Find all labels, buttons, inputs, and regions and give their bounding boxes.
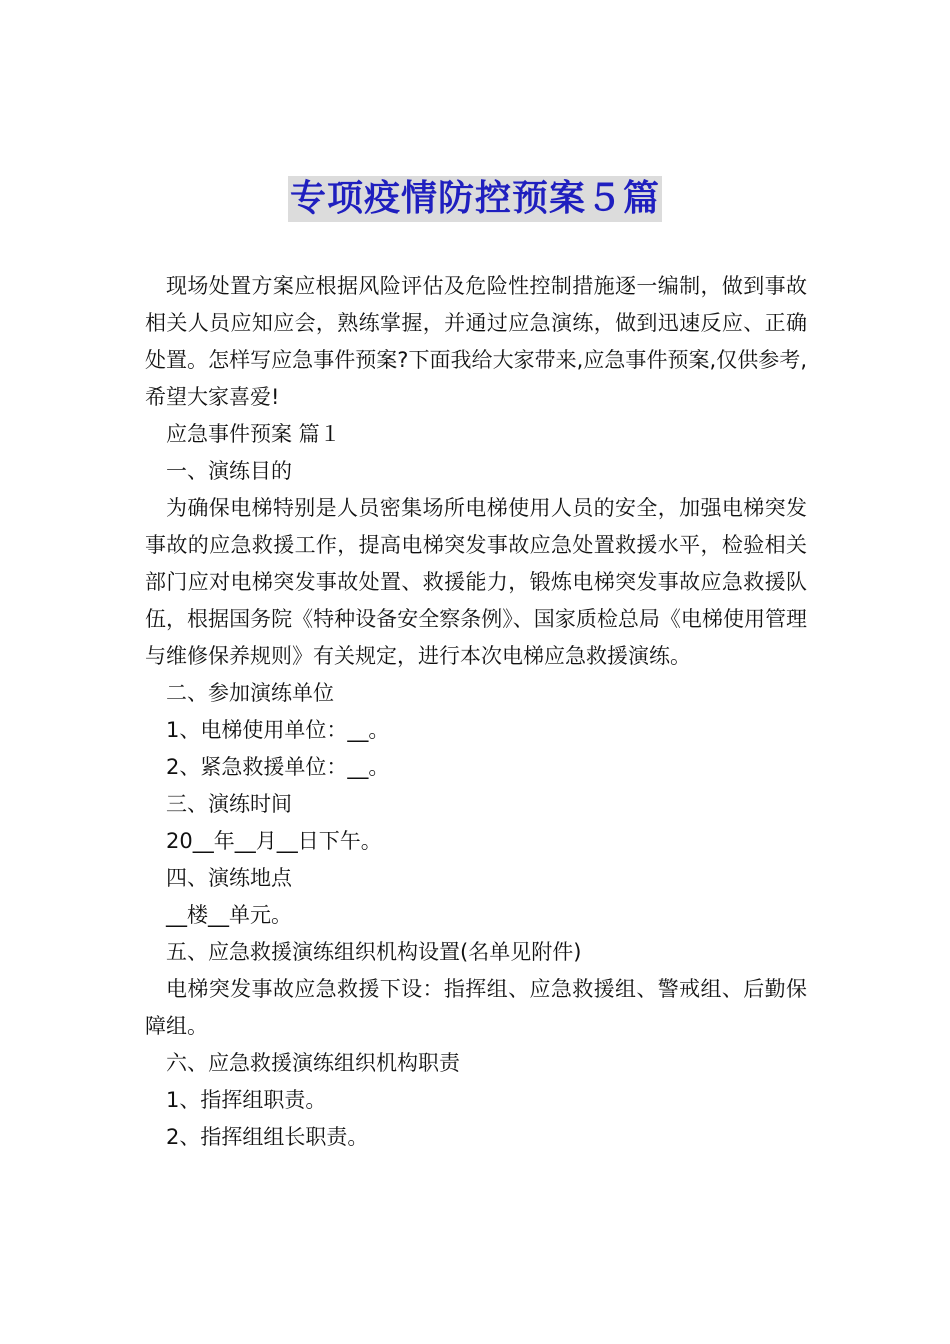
- intro-paragraph: 现场处置方案应根据风险评估及危险性控制措施逐一编制，做到事故相关人员应知应会，熟练掌握，并通过应急演练，做到迅速反应、正确处置。怎样写应急事件预案?下面我给大家带来,应急事件预案,仅供参考,希望大家喜爱!: [145, 274, 807, 409]
- section-heading: 六、应急救援演练组织机构职责: [166, 1051, 460, 1075]
- list-item: 1、指挥组职责。: [166, 1088, 327, 1112]
- document-body: [145, 268, 807, 1156]
- section-heading: 四、演练地点: [166, 866, 292, 890]
- list-item: 1、电梯使用单位：__。: [166, 718, 390, 742]
- section-heading: 五、应急救援演练组织机构设置(名单见附件): [166, 940, 582, 964]
- document-title: 专项疫情防控预案５篇: [288, 176, 662, 222]
- list-item: 2、紧急救援单位：__。: [166, 755, 390, 779]
- list-item: 2、指挥组组长职责。: [166, 1125, 369, 1149]
- body-paragraph: __楼__单元。: [166, 903, 292, 927]
- body-paragraph: 20__年__月__日下午。: [166, 829, 382, 853]
- body-paragraph: 为确保电梯特别是人员密集场所电梯使用人员的安全，加强电梯突发事故的应急救援工作，提高电梯突发事故应急处置救援水平，检验相关部门应对电梯突发事故处置、救援能力，锻炼电梯突发事故应急救援队伍，根据国务院《特种设备安全察条例》、国家质检总局《电梯使用管理与维修保养规则》有关规定，进行本次电梯应急救援演练。: [145, 496, 807, 668]
- section-heading: 应急事件预案 篇１: [166, 422, 341, 446]
- body-paragraph: 电梯突发事故应急救援下设：指挥组、应急救援组、警戒组、后勤保障组。: [145, 977, 807, 1038]
- section-heading: 二、参加演练单位: [166, 681, 334, 705]
- section-heading: 一、演练目的: [166, 459, 292, 483]
- title-container: [0, 176, 950, 222]
- section-heading: 三、演练时间: [166, 792, 292, 816]
